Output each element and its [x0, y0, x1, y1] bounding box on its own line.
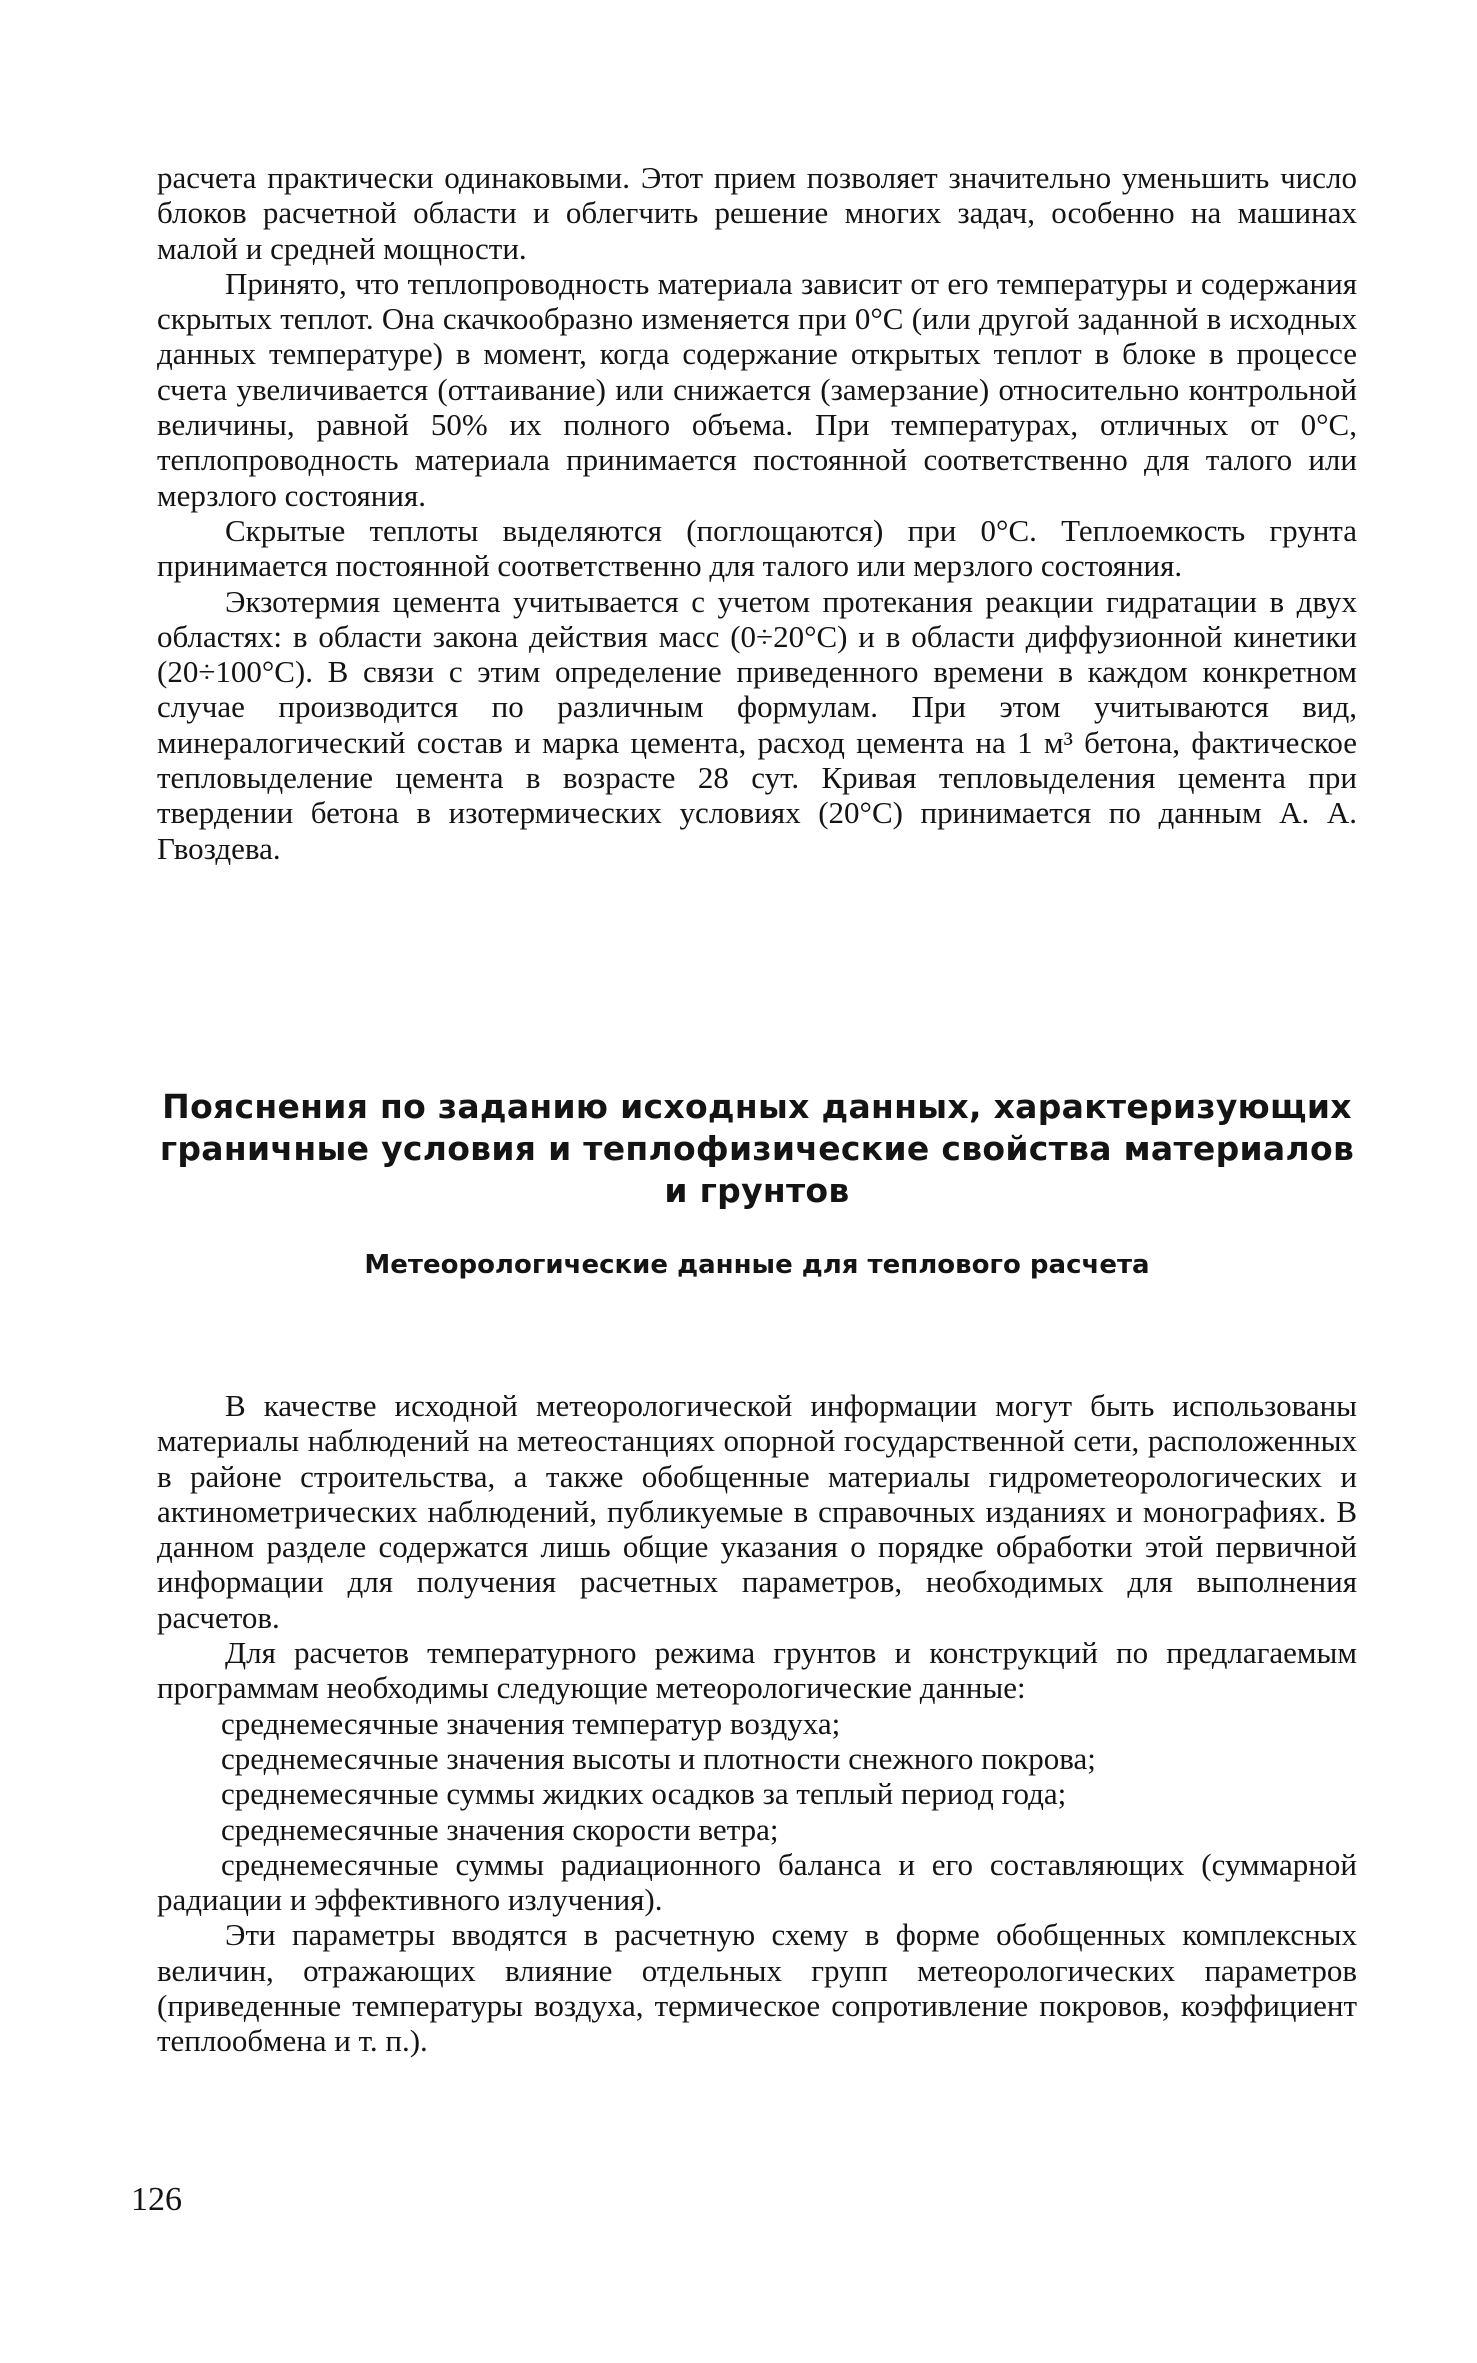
paragraph-continuation: расчета практически одинаковыми. Этот прием позволяет значительно уменьшить число блоков расчетной области и облегчить решение многих задач, особенно на машинах малой и средней мощности. — [157, 160, 1357, 266]
meteo-text-block — [157, 1388, 1357, 2059]
section-heading: Пояснения по заданию исходных данных, характеризующих граничные условия и теплофизические свойства материалов и грунтов — [159, 1087, 1355, 1210]
list-item-air-temperature: среднемесячные значения температур воздуха; — [221, 1705, 841, 1741]
list-item-snow-cover: среднемесячные значения высоты и плотности снежного покрова; — [221, 1740, 1096, 1776]
paragraph-parameters: Эти параметры вводятся в расчетную схему в форме обобщенных комплексных величин, отражающих влияние отдельных групп метеорологических параметров (приведенные температуры воздуха, термическое сопротивление покровов, коэффициент теплообмена и т. п.). — [157, 1917, 1357, 2059]
paragraph-latent-heat: Скрытые теплоты выделяются (поглощаются) при 0°С. Теплоемкость грунта принимается постоянной соответственно для талого или мерзлого состояния. — [157, 512, 1357, 584]
paragraph-required-data: Для расчетов температурного режима грунтов и конструкций по предлагаемым программам необходимы следующие метеорологические данные: — [157, 1635, 1357, 1706]
list-item-radiation-balance: среднемесячные суммы радиационного баланса и его составляющих (суммарной радиации и эффективного излучения). — [157, 1846, 1357, 1918]
paragraph-thermal-conductivity: Принято, что теплопроводность материала зависит от его температуры и содержания скрытых теплот. Она скачкообразно изменяется при 0°С (или другой заданной в исходных данных температуре) в момент, когда содержание открытых теплот в блоке в процессе счета увеличивается (оттаивание) или снижается (замерзание) относительно контрольной величины, равной 50% их полного объема. При температурах, отличных от 0°С, теплопроводность материала принимается постоянной соответственно для талого или мерзлого состояния. — [157, 265, 1357, 513]
list-item-wind-speed: среднемесячные значения скорости ветра; — [221, 1811, 779, 1847]
list-item-precipitation: среднемесячные суммы жидких осадков за теплый период года; — [221, 1776, 1067, 1812]
paragraph-cement-exotherm: Экзотермия цемента учитывается с учетом протекания реакции гидратации в двух областях: в области закона действия масс (0÷20°С) и в области диффузионной кинетики (20÷100°С). В связи с этим определение приведенного времени в каждом конкретном случае производится по различным формулам. При этом учитываются вид, минералогический состав и марка цемента, расход цемента на 1 м³ бетона, фактическое тепловыделение цемента в возрасте 28 сут. Кривая тепловыделения цемента при твердении бетона в изотермических условиях (20°С) принимается по данным А. А. Гвоздева. — [157, 583, 1357, 866]
paragraph-meteo-sources: В качестве исходной метеорологической информации могут быть использованы материалы наблюдений на метеостанциях опорной государственной сети, расположенных в районе строительства, а также обобщенные материалы гидрометеорологических и актинометрических наблюдений, публикуемые в справочных изданиях и монографиях. В данном разделе содержатся лишь общие указания о порядке обработки этой первичной информации для получения расчетных параметров, необходимых для выполнения расчетов. — [157, 1388, 1357, 1635]
top-text-block — [157, 160, 1357, 866]
section-heading-block — [157, 1086, 1357, 1282]
subsection-heading: Метеорологические данные для теплового расчета — [364, 1250, 1150, 1280]
page-number: 126 — [131, 2181, 182, 2218]
